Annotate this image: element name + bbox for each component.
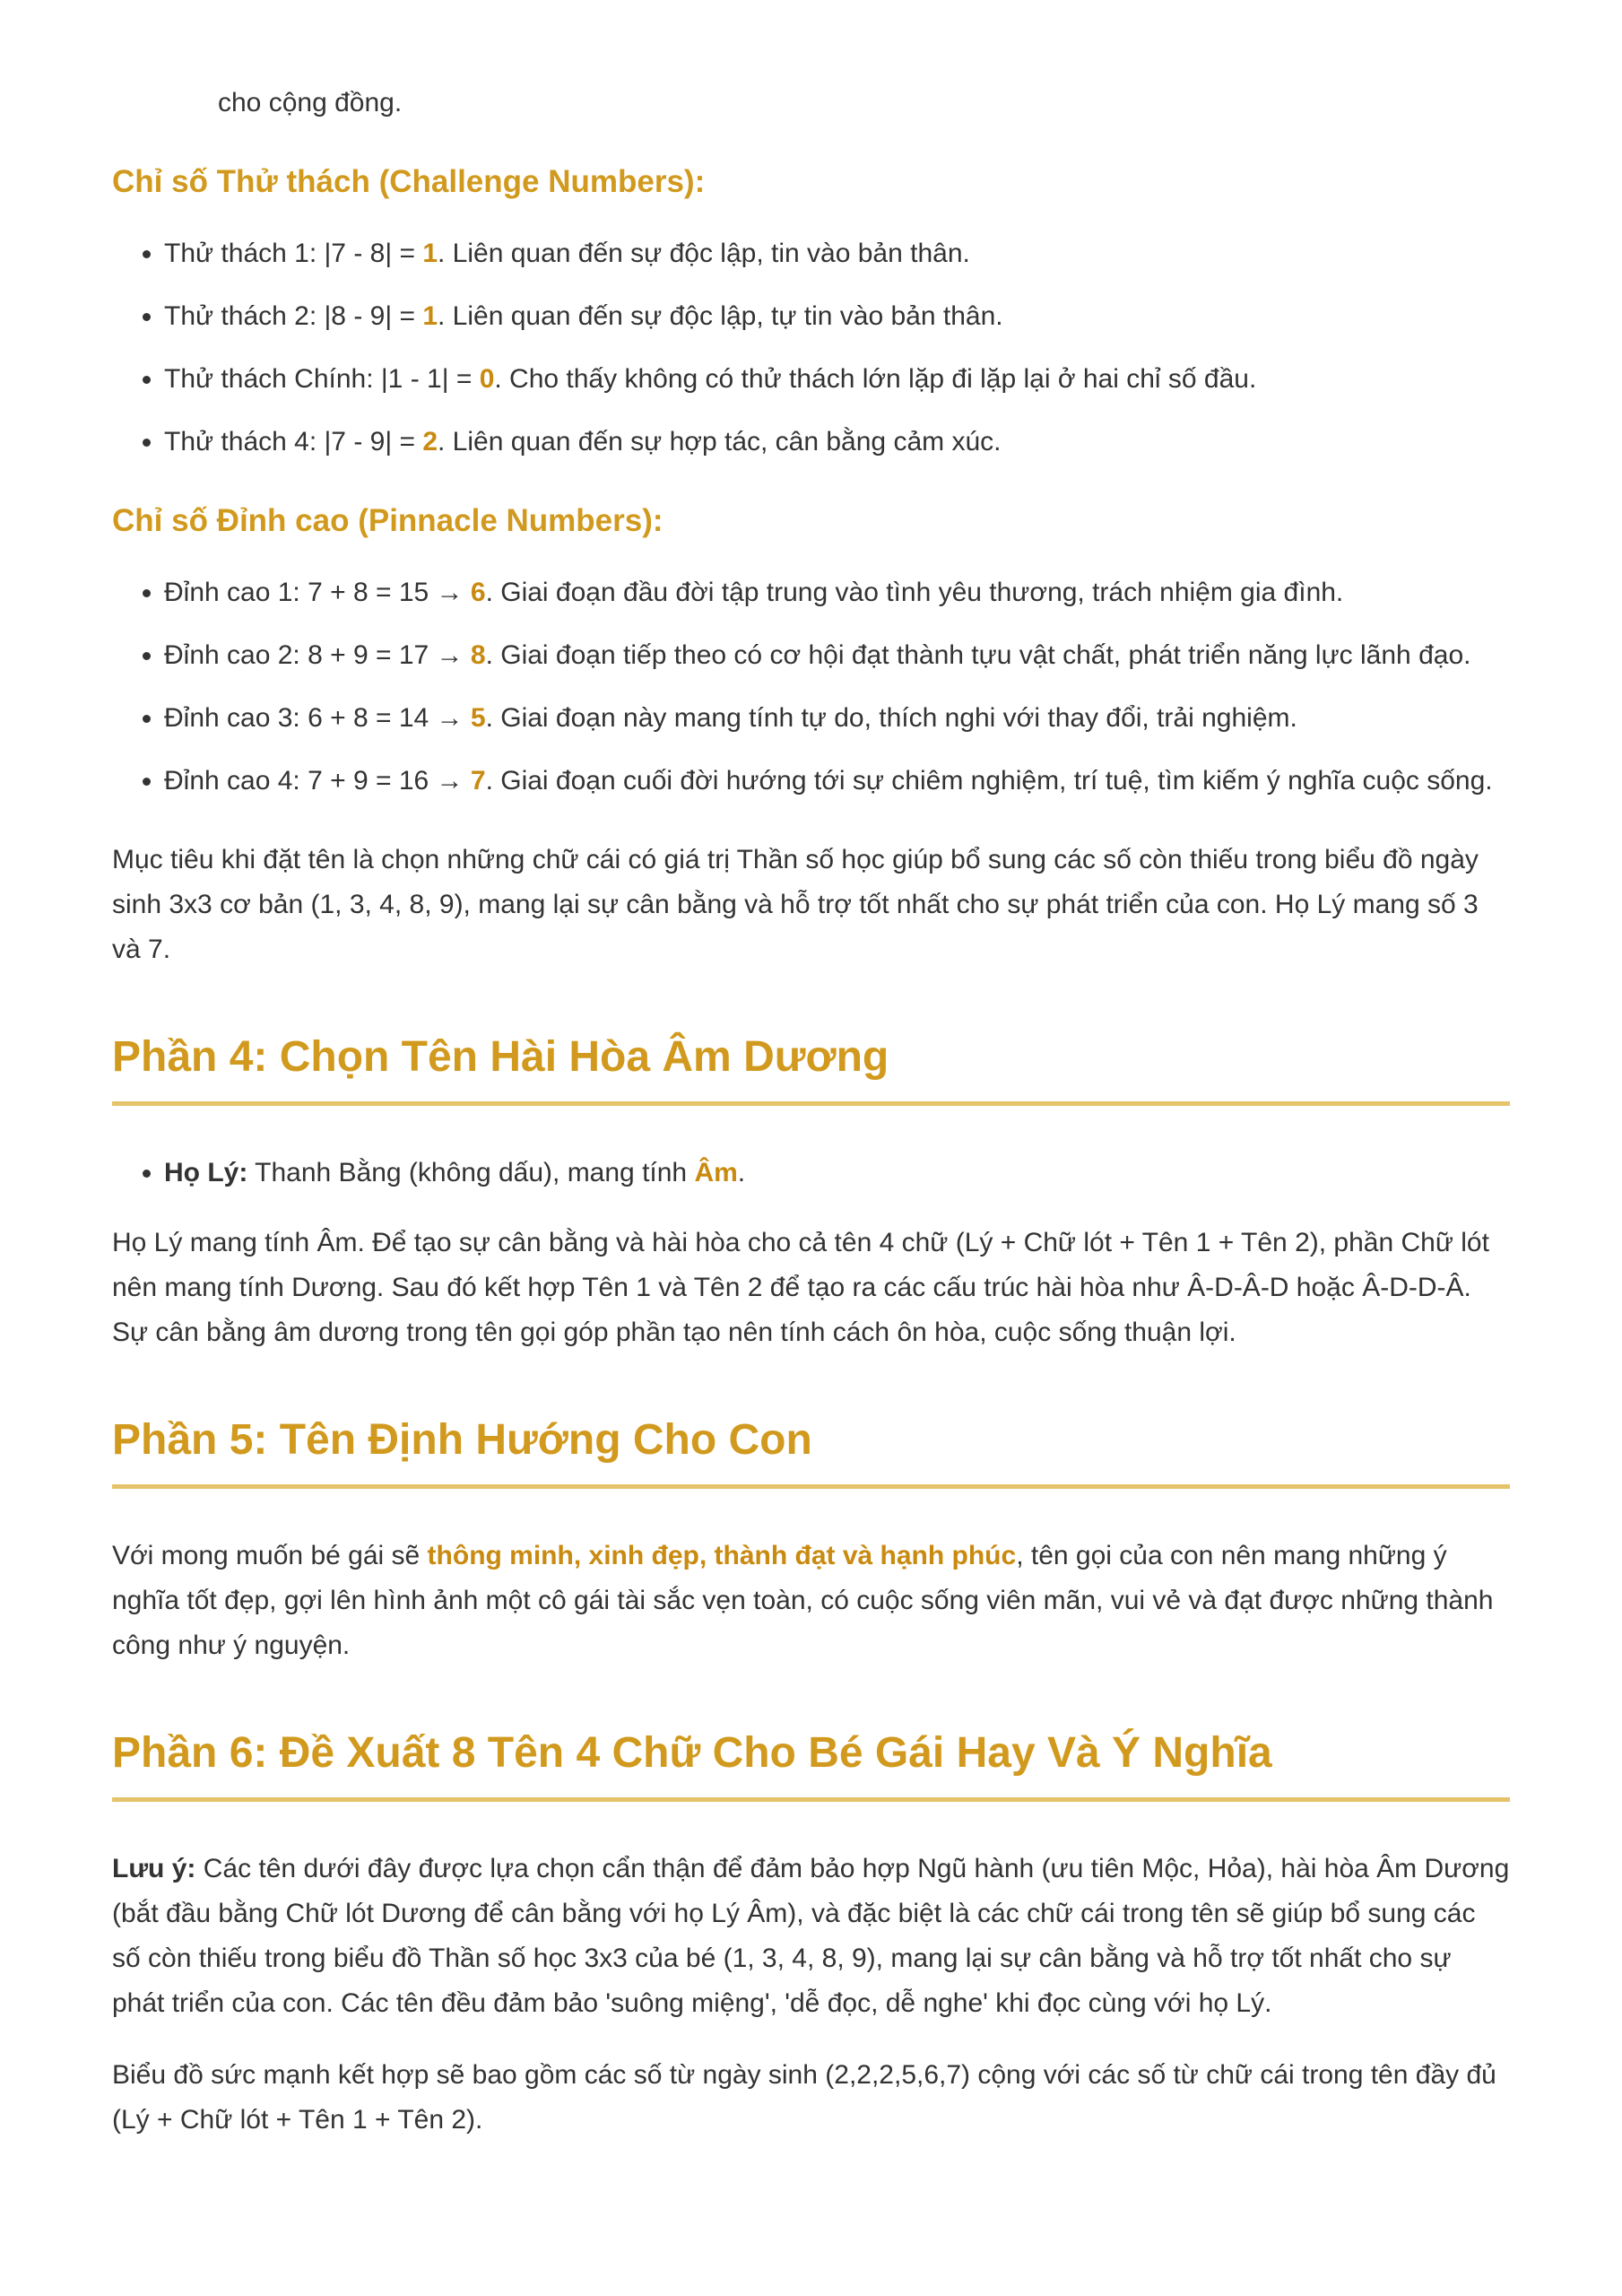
part4-heading: Phần 4: Chọn Tên Hài Hòa Âm Dương — [112, 1028, 1510, 1106]
list-item: • Đỉnh cao 2: 8 + 9 = 17 → 8. Giai đoạn tiếp theo có cơ hội đạt thành tựu vật chất, phát triển năng lực lãnh đạo. — [164, 633, 1510, 678]
part4-list — [112, 1151, 1510, 1196]
part5-heading: Phần 5: Tên Định Hướng Cho Con — [112, 1411, 1510, 1489]
list-item: • Họ Lý: Thanh Bằng (không dấu), mang tính Âm. — [164, 1151, 1510, 1196]
part6-heading: Phần 6: Đề Xuất 8 Tên 4 Chữ Cho Bé Gái Hay Và Ý Nghĩa — [112, 1724, 1510, 1802]
part4-paragraph: Họ Lý mang tính Âm. Để tạo sự cân bằng và hài hòa cho cả tên 4 chữ (Lý + Chữ lót + Tên 1 + Tên 2), phần Chữ lót nên mang tính Dương. Sau đó kết hợp Tên 1 và Tên 2 để tạo ra các cấu trúc hài hòa như Â-D-Â-D hoặc Â-D-D-Â. Sự cân bằng âm dương trong tên gọi góp phần tạo nên tính cách ôn hòa, cuộc sống thuận lợi. — [112, 1228, 1489, 1347]
list-item: • Thử thách Chính: |1 - 1| = 0. Cho thấy không có thử thách lớn lặp đi lặp lại ở hai chỉ số đầu. — [164, 357, 1510, 402]
challenge-list — [112, 231, 1510, 465]
list-item: • Thử thách 4: |7 - 9| = 2. Liên quan đến sự hợp tác, cân bằng cảm xúc. — [164, 420, 1510, 465]
part6-note: Lưu ý: Các tên dưới đây được lựa chọn cẩn thận để đảm bảo hợp Ngũ hành (ưu tiên Mộc, Hỏa), hài hòa Âm Dương (bắt đầu bằng Chữ lót Dương để cân bằng với họ Lý Âm), và đặc biệt là các chữ cái trong tên sẽ giúp bổ sung các số còn thiếu trong biểu đồ Thần số học 3x3 của bé (1, 3, 4, 8, 9), mang lại sự cân bằng và hỗ trợ tốt nhất cho sự phát triển của con. Các tên đều đảm bảo 'suông miệng', 'dễ đọc, dễ nghe' khi đọc cùng với họ Lý. — [112, 1854, 1510, 2018]
pinnacle-heading: Chỉ số Đỉnh cao (Pinnacle Numbers): — [112, 503, 664, 538]
part6-paragraph: Biểu đồ sức mạnh kết hợp sẽ bao gồm các số từ ngày sinh (2,2,2,5,6,7) cộng với các số từ chữ cái trong tên đầy đủ (Lý + Chữ lót + Tên 1 + Tên 2). — [112, 2060, 1496, 2135]
list-item: • Đỉnh cao 1: 7 + 8 = 15 → 6. Giai đoạn đầu đời tập trung vào tình yêu thương, trách nhiệm gia đình. — [164, 570, 1510, 615]
list-item: • Đỉnh cao 3: 6 + 8 = 14 → 5. Giai đoạn này mang tính tự do, thích nghi với thay đổi, trải nghiệm. — [164, 696, 1510, 741]
part5-paragraph: Với mong muốn bé gái sẽ thông minh, xinh đẹp, thành đạt và hạnh phúc, tên gọi của con nên mang những ý nghĩa tốt đẹp, gợi lên hình ảnh một cô gái tài sắc vẹn toàn, có cuộc sống viên mãn, vui vẻ và đạt được những thành công như ý nguyện. — [112, 1541, 1494, 1660]
list-item: • Đỉnh cao 4: 7 + 9 = 16 → 7. Giai đoạn cuối đời hướng tới sự chiêm nghiệm, trí tuệ, tìm kiếm ý nghĩa cuộc sống. — [164, 759, 1510, 804]
list-item: • Thử thách 1: |7 - 8| = 1. Liên quan đến sự độc lập, tin vào bản thân. — [164, 231, 1510, 276]
continuation-line: cho cộng đồng. — [218, 88, 403, 117]
challenge-heading: Chỉ số Thử thách (Challenge Numbers): — [112, 164, 706, 199]
pinnacle-list — [112, 570, 1510, 804]
goal-paragraph: Mục tiêu khi đặt tên là chọn những chữ cái có giá trị Thần số học giúp bổ sung các số còn thiếu trong biểu đồ ngày sinh 3x3 cơ bản (1, 3, 4, 8, 9), mang lại sự cân bằng và hỗ trợ tốt nhất cho sự phát triển của con. Họ Lý mang số 3 và 7. — [112, 845, 1479, 964]
list-item: • Thử thách 2: |8 - 9| = 1. Liên quan đến sự độc lập, tự tin vào bản thân. — [164, 294, 1510, 339]
